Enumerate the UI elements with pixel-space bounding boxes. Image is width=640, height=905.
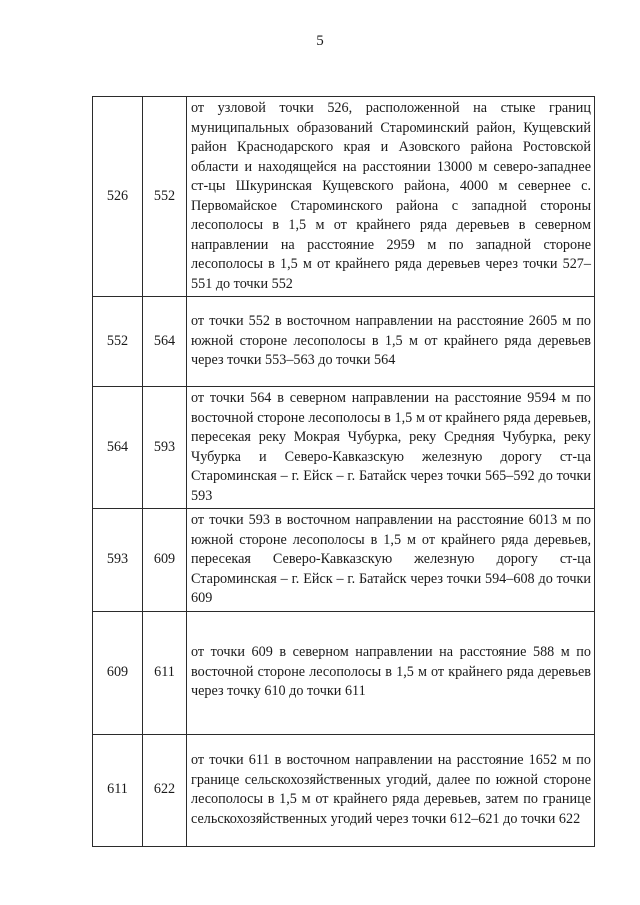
to-point-cell: 593	[143, 387, 187, 509]
from-point-cell: 593	[93, 509, 143, 612]
page-number: 5	[316, 33, 324, 49]
boundary-description-cell: от точки 552 в восточном направлении на расстояние 2605 м по южной стороне лесополосы в 1,5 м от крайнего ряда деревьев через точки 553–563 до точки 564	[187, 297, 595, 387]
from-point-cell: 526	[93, 97, 143, 297]
boundary-description-table	[92, 96, 595, 847]
from-point-cell: 611	[93, 734, 143, 846]
table-row	[93, 297, 595, 387]
to-point-cell: 611	[143, 611, 187, 734]
to-point-cell: 622	[143, 734, 187, 846]
from-point-cell: 609	[93, 611, 143, 734]
table-row	[93, 97, 595, 297]
boundary-description-cell: от точки 593 в восточном направлении на расстояние 6013 м по южной стороне лесополосы в 1,5 м от крайнего ряда деревьев, пересекая Северо-Кавказскую железную дорогу ст-ца Староминская – г. Ейск – г. Батайск через точки 594–608 до точки 609	[187, 509, 595, 612]
table-row	[93, 509, 595, 612]
boundary-description-cell: от узловой точки 526, расположенной на стыке границ муниципальных образований Староминский район, Кущевский район Краснодарского края и Азовского района Ростовской области и находящейся на расстоянии 13000 м северо-западнее ст-цы Шкуринская Кущевского района, 4000 м севернее с. Первомайское Староминского района с западной стороны лесополосы в 1,5 м от крайнего ряда деревьев в северном направлении на расстояние 2959 м по западной стороне лесополосы в 1,5 м от крайнего ряда деревьев через точки 527–551 до точки 552	[187, 97, 595, 297]
from-point-cell: 552	[93, 297, 143, 387]
boundary-description-cell: от точки 611 в восточном направлении на расстояние 1652 м по границе сельскохозяйственных угодий, далее по южной стороне лесополосы в 1,5 м от крайнего ряда деревьев, затем по границе сельскохозяйственных угодий через точки 612–621 до точки 622	[187, 734, 595, 846]
to-point-cell: 552	[143, 97, 187, 297]
table-row	[93, 734, 595, 846]
table-row	[93, 611, 595, 734]
to-point-cell: 609	[143, 509, 187, 612]
boundary-description-cell: от точки 564 в северном направлении на расстояние 9594 м по восточной стороне лесополосы в 1,5 м от крайнего ряда деревьев, пересекая реку Мокрая Чубурка, реку Средняя Чубурка, реку Чубурка и Северо-Кавказскую железную дорогу ст-ца Староминская – г. Ейск – г. Батайск через точки 565–592 до точки 593	[187, 387, 595, 509]
boundary-description-cell: от точки 609 в северном направлении на расстояние 588 м по восточной стороне лесополосы в 1,5 м от крайнего ряда деревьев через точку 610 до точки 611	[187, 611, 595, 734]
table-row	[93, 387, 595, 509]
from-point-cell: 564	[93, 387, 143, 509]
to-point-cell: 564	[143, 297, 187, 387]
